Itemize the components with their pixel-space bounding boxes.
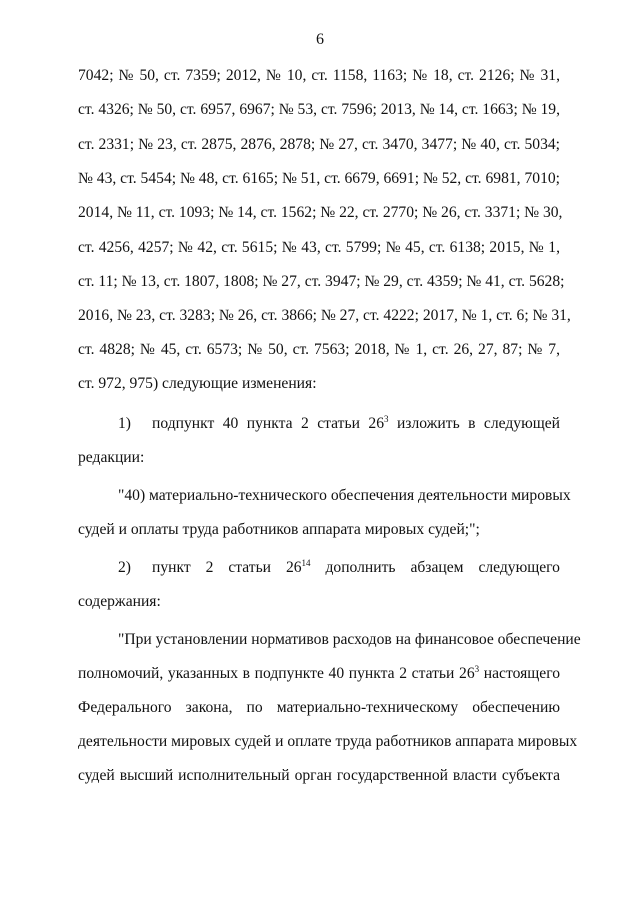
- quoted-text: судей высший исполнительный орган государственной власти субъекта: [78, 767, 560, 784]
- citation-line: № 43, ст. 5454; № 48, ст. 6165; № 51, ст. 6679, 6691; № 52, ст. 6981, 7010;: [78, 170, 560, 187]
- list-item-1: [118, 414, 560, 434]
- citation-line: ст. 11; № 13, ст. 1807, 1808; № 27, ст. 3947; № 29, ст. 4359; № 41, ст. 5628;: [78, 273, 565, 290]
- list-item-number: 2): [118, 559, 131, 576]
- citation-line: ст. 4256, 4257; № 42, ст. 5615; № 43, ст. 5799; № 45, ст. 6138; 2015, № 1,: [78, 239, 560, 256]
- page-number: 6: [316, 31, 324, 48]
- list-item-2: [118, 558, 560, 578]
- list-item-number: 1): [118, 415, 131, 432]
- citation-line: ст. 2331; № 23, ст. 2875, 2876, 2878; № 27, ст. 3470, 3477; № 40, ст. 5034;: [78, 136, 560, 153]
- list-item-2-continuation: содержания:: [78, 593, 161, 610]
- quoted-text: "40) материально-технического обеспечения деятельности мировых: [118, 487, 571, 504]
- citation-line: ст. 4828; № 45, ст. 6573; № 50, ст. 7563; 2018, № 1, ст. 26, 27, 87; № 7,: [78, 341, 560, 358]
- citation-line: 7042; № 50, ст. 7359; 2012, № 10, ст. 1158, 1163; № 18, ст. 2126; № 31,: [78, 67, 560, 84]
- citation-line: ст. 4326; № 50, ст. 6957, 6967; № 53, ст. 7596; 2013, № 14, ст. 1663; № 19,: [78, 101, 560, 118]
- quoted-text: Федерального закона, по материально-техническому обеспечению: [78, 699, 560, 716]
- list-item-text: пункт 2 статьи $26^{14}$ дополнить абзацем следующего: [152, 558, 560, 576]
- citation-line: 2016, № 23, ст. 3283; № 26, ст. 3866; № 27, ст. 4222; 2017, № 1, ст. 6; № 31,: [78, 307, 571, 324]
- list-item-1-continuation: редакции:: [78, 449, 145, 466]
- citation-line: 2014, № 11, ст. 1093; № 14, ст. 1562; № 22, ст. 2770; № 26, ст. 3371; № 30,: [78, 204, 563, 221]
- citation-line: ст. 972, 975) следующие изменения:: [78, 375, 317, 392]
- quoted-text: деятельности мировых судей и оплате труда работников аппарата мировых: [78, 733, 578, 750]
- quoted-text: судей и оплаты труда работников аппарата мировых судей;";: [78, 521, 480, 538]
- quoted-text: полномочий, указанных в подпункте 40 пункта 2 статьи $26^3$ настоящего: [78, 664, 560, 682]
- list-item-text: подпункт 40 пункта 2 статьи $26^3$ изложить в следующей: [152, 414, 561, 432]
- quoted-text: "При установлении нормативов расходов на финансовое обеспечение: [118, 631, 581, 648]
